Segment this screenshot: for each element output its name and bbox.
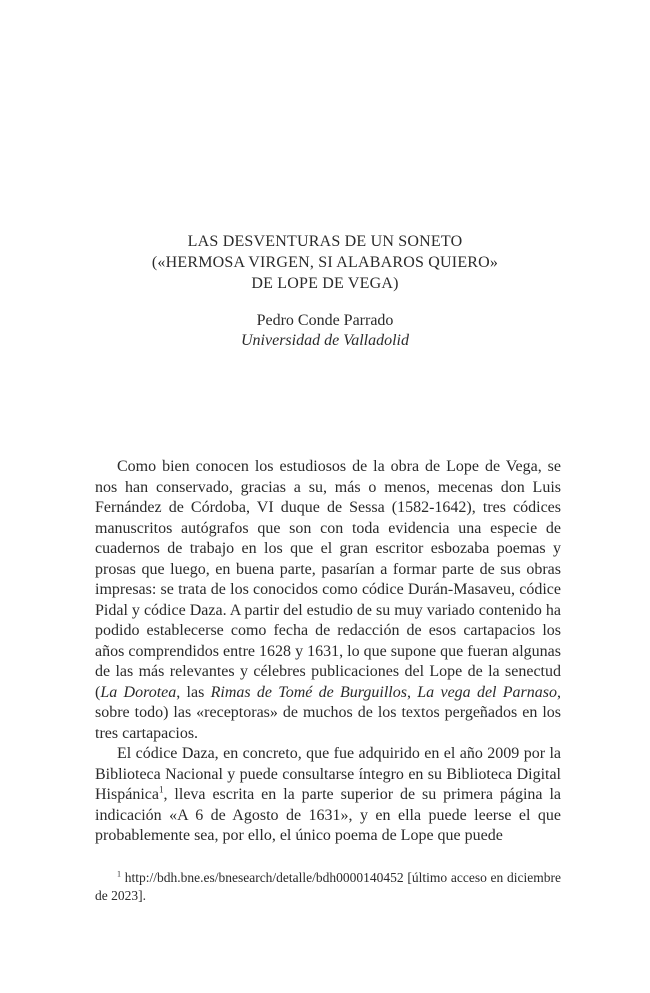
- paragraph-2-text-2: , lleva escrita en la parte superior de su primera página la indicación «A 6 de Agosto de 1631», y en ella puede leerse el que probablemente sea, por ello, el único poema de Lope que puede: [95, 786, 561, 844]
- paragraph-1-text-2: , las: [176, 683, 211, 701]
- footnote-text: http://bdh.bne.es/bnesearch/detalle/bdh0000140452 [último acceso en diciembre de 2023].: [95, 870, 561, 903]
- author-affiliation: Universidad de Valladolid: [241, 332, 409, 349]
- body-text: [95, 457, 561, 847]
- footnote-reference[interactable]: 1: [158, 784, 164, 795]
- paragraph-1-text-4: , sobre todo) las «receptoras» de muchos de los textos pergeñados en los tres cartapacios.: [95, 683, 562, 742]
- title-line-2: («HERMOSA VIRGEN, SI ALABAROS QUIERO»: [151, 254, 499, 271]
- title-rimas: Rimas de Tomé de Burguillos: [210, 683, 407, 701]
- title-la-dorotea: La Dorotea: [100, 683, 177, 701]
- footnote-number: 1: [117, 869, 121, 879]
- author-name: Pedro Conde Parrado: [256, 312, 394, 329]
- title-line-1: LAS DESVENTURAS DE UN SONETO: [187, 233, 463, 250]
- paragraph-2-text-1: El códice Daza, en concreto, que fue adquirido en el año 2009 por la Biblioteca Nacional y puede consultarse íntegro en su Biblioteca Digital Hispánica: [95, 745, 561, 803]
- title-line-3: DE LOPE DE VEGA): [251, 275, 399, 292]
- paragraph-1-text-1: Como bien conocen los estudiosos de la obra de Lope de Vega, se nos han conservado, gracias a su, más o menos, mecenas don Luis Fernández de Córdoba, VI duque de Sessa (1582-1642), tres códices manuscritos autógrafos que son con toda evidencia una especie de cuadernos de trabajo en los que el gran escritor esbozaba poemas y prosas que luego, en buena parte, pasarían a formar parte de sus obras impresas: se trata de los conocidos como códice Durán-Masaveu, códice Pidal y códice Daza. A partir del estudio de su muy variado contenido ha podido establecerse como fecha de redacción de esos cartapacios los años comprendidos entre 1628 y 1631, lo que supone que fueran algunas de las más relevantes y célebres publicaciones del Lope de la senectud (: [95, 458, 561, 701]
- paragraph-1: [95, 457, 561, 744]
- paragraph-2: [95, 744, 561, 847]
- paragraph-1-text-3: ,: [406, 683, 418, 701]
- title-la-vega-del-parnaso: La vega del Parnaso: [417, 683, 558, 701]
- chapter-title: [0, 231, 650, 294]
- footnote: [95, 869, 561, 905]
- author-block: [0, 311, 650, 351]
